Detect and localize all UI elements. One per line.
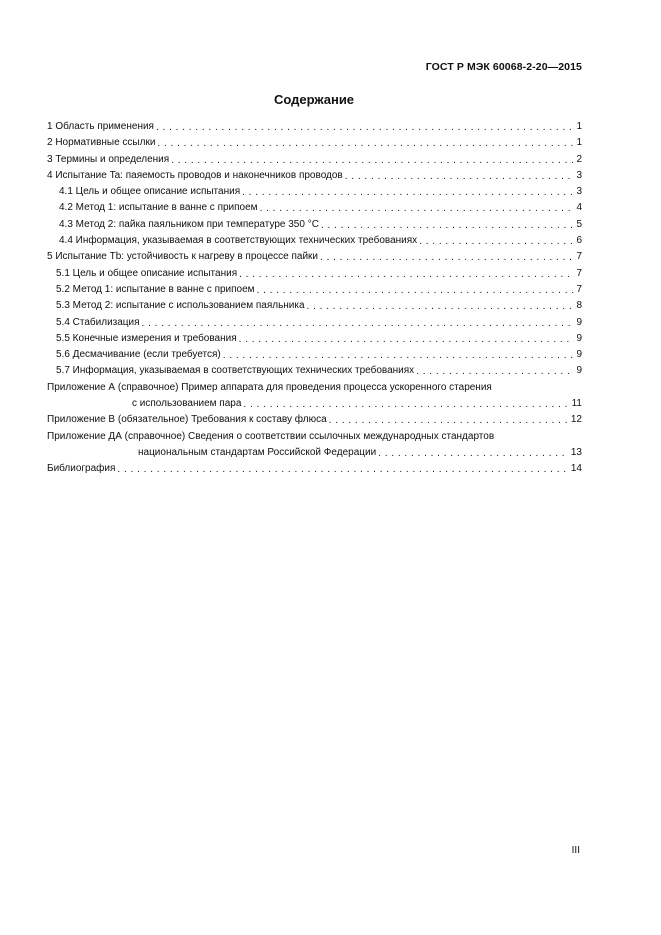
toc-entry-annex-a-line1[interactable] bbox=[47, 380, 582, 396]
toc-entry[interactable] bbox=[47, 298, 582, 314]
toc-leader bbox=[239, 267, 574, 279]
toc-entry-text: 5.5 Конечные измерения и требования bbox=[56, 332, 237, 344]
document-code: ГОСТ Р МЭК 60068-2-20—2015 bbox=[425, 61, 582, 73]
toc-entry-text: 3 Термины и определения bbox=[47, 153, 170, 165]
toc-entry-text: Приложение ДА (справочное) Сведения о соответствии ссылочных международных стандартов bbox=[47, 430, 495, 442]
toc-entry-text: 5.2 Метод 1: испытание в ванне с припоем bbox=[56, 283, 255, 295]
toc-leader bbox=[419, 234, 574, 246]
toc-entry[interactable] bbox=[47, 282, 582, 298]
toc-entry-text: Приложение А (справочное) Пример аппарата для проведения процесса ускоренного старения bbox=[47, 381, 492, 393]
toc-entry-annex-da-line2[interactable] bbox=[47, 445, 582, 461]
toc-entry[interactable] bbox=[47, 200, 582, 216]
table-of-contents bbox=[47, 119, 582, 478]
toc-entry-text: 4.4 Информация, указываемая в соответствующих технических требованиях bbox=[59, 235, 418, 247]
toc-entry[interactable] bbox=[47, 119, 582, 135]
toc-entry-annex-a-line2[interactable] bbox=[47, 396, 582, 412]
toc-entry-text: 5.3 Метод 2: испытание с использованием паяльника bbox=[56, 300, 305, 312]
toc-entry-page: 4 bbox=[576, 202, 582, 214]
page-number: III bbox=[571, 845, 580, 856]
toc-entry-text: 4.3 Метод 2: пайка паяльником при температуре 350 °C bbox=[59, 218, 319, 230]
toc-entry-page: 1 bbox=[576, 137, 582, 149]
toc-leader bbox=[321, 218, 575, 230]
toc-entry-page: 3 bbox=[576, 186, 582, 198]
toc-entry-page: 9 bbox=[576, 365, 582, 377]
toc-entry-text: Библиография bbox=[47, 463, 116, 475]
toc-entry-text: 2 Нормативные ссылки bbox=[47, 137, 156, 149]
toc-entry-text: Приложение В (обязательное) Требования к составу флюса bbox=[47, 414, 327, 426]
toc-entry-page: 5 bbox=[576, 218, 582, 230]
toc-leader bbox=[239, 332, 575, 344]
toc-leader bbox=[171, 153, 574, 165]
toc-entry[interactable] bbox=[47, 331, 582, 347]
toc-entry[interactable] bbox=[47, 266, 582, 282]
toc-entry[interactable] bbox=[47, 412, 582, 428]
toc-entry-page: 9 bbox=[576, 332, 582, 344]
toc-entry[interactable] bbox=[47, 184, 582, 200]
toc-entry-text: 5.6 Десмачивание (если требуется) bbox=[56, 349, 221, 361]
toc-entry-text: 5.1 Цель и общее описание испытания bbox=[56, 267, 238, 279]
toc-entry[interactable] bbox=[47, 461, 582, 477]
toc-entry-page: 12 bbox=[570, 414, 582, 426]
toc-entry-text: 4.2 Метод 1: испытание в ванне с припоем bbox=[59, 202, 258, 214]
toc-entry[interactable] bbox=[47, 152, 582, 168]
toc-entry[interactable] bbox=[47, 315, 582, 331]
toc-leader bbox=[223, 348, 575, 360]
toc-leader bbox=[320, 250, 574, 262]
toc-entry-page: 2 bbox=[576, 153, 582, 165]
toc-entry[interactable] bbox=[47, 347, 582, 363]
toc-entry-page: 14 bbox=[570, 463, 582, 475]
toc-entry-text: 5.4 Стабилизация bbox=[56, 316, 140, 328]
toc-entry-text: 1 Область применения bbox=[47, 121, 154, 132]
toc-entry[interactable] bbox=[47, 363, 582, 379]
toc-leader bbox=[142, 316, 575, 328]
toc-entry-page: 1 bbox=[576, 121, 582, 132]
toc-leader bbox=[260, 201, 575, 213]
toc-leader bbox=[345, 169, 575, 181]
toc-leader bbox=[243, 397, 569, 409]
toc-entry-text: национальным стандартам Российской Федерации bbox=[138, 446, 377, 458]
toc-entry-page: 13 bbox=[570, 446, 582, 458]
toc-entry-page: 7 bbox=[576, 251, 582, 263]
toc-entry-text: с использованием пара bbox=[132, 398, 242, 410]
toc-leader bbox=[117, 462, 568, 474]
toc-entry-annex-da-line1[interactable] bbox=[47, 429, 582, 445]
toc-leader bbox=[416, 364, 574, 376]
toc-leader bbox=[257, 283, 575, 295]
toc-entry[interactable] bbox=[47, 249, 582, 265]
toc-entry-page: 3 bbox=[576, 169, 582, 181]
toc-entry-page: 11 bbox=[571, 398, 582, 410]
toc-entry[interactable] bbox=[47, 233, 582, 249]
toc-leader bbox=[378, 446, 569, 458]
page-title: Содержание bbox=[273, 92, 355, 107]
toc-entry-page: 9 bbox=[576, 349, 582, 361]
toc-entry-text: 4 Испытание Ta: паяемость проводов и наконечников проводов bbox=[47, 169, 343, 181]
toc-leader bbox=[242, 185, 574, 197]
toc-entry-text: 4.1 Цель и общее описание испытания bbox=[59, 186, 241, 198]
toc-entry[interactable] bbox=[47, 168, 582, 184]
toc-entry-page: 9 bbox=[576, 316, 582, 328]
toc-entry-page: 7 bbox=[576, 283, 582, 295]
toc-entry-text: 5 Испытание Tb: устойчивость к нагреву в процессе пайки bbox=[47, 251, 319, 263]
toc-leader bbox=[157, 136, 574, 148]
toc-entry-page: 7 bbox=[576, 267, 582, 279]
toc-leader bbox=[307, 299, 575, 311]
toc-leader bbox=[156, 120, 574, 132]
toc-entry-text: 5.7 Информация, указываемая в соответствующих технических требованиях bbox=[56, 365, 415, 377]
toc-entry[interactable] bbox=[47, 217, 582, 233]
toc-entry-page: 8 bbox=[576, 300, 582, 312]
toc-leader bbox=[329, 413, 569, 425]
toc-entry-page: 6 bbox=[576, 235, 582, 247]
toc-entry[interactable] bbox=[47, 135, 582, 151]
